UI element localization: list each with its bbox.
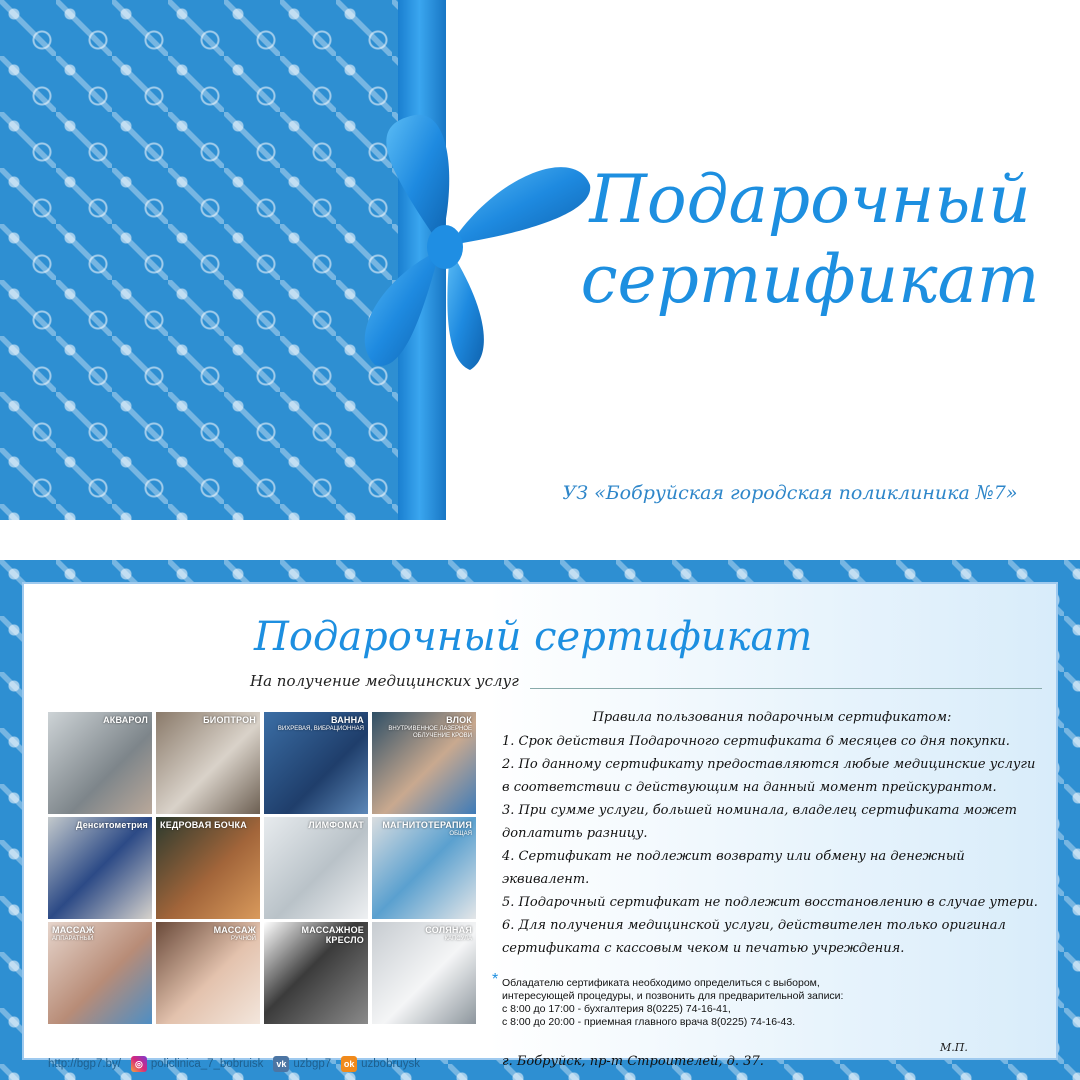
service-sublabel: РУЧНОЙ [231,936,256,942]
service-tile [264,817,368,919]
certificate-back [0,560,1080,1080]
rule-line: доплатить разницу. [502,826,648,841]
contacts-footer [48,1056,420,1072]
service-tile [48,817,152,919]
back-title: Подарочный сертификат [254,614,813,660]
service-tile [264,712,368,814]
rule-line: 4. Сертификат не подлежит возврату или обмену на денежный [502,849,965,864]
vk-link[interactable] [273,1056,331,1072]
note-line: интересующей процедуры, и позвонить для предварительной записи: [502,990,844,1002]
service-tile [372,922,476,1024]
service-label: АКВАРОЛ [103,715,148,725]
clinic-address: г. Бобруйск, пр-т Строителей, д. 37. [502,1054,764,1069]
service-tile [372,817,476,919]
rule-line: 6. Для получения медицинской услуги, действителен только оригинал [502,918,1006,933]
service-tile [48,712,152,814]
website-link[interactable]: http://bgp7.by/ [48,1058,121,1070]
ribbon-bow-icon [345,105,595,375]
ok-link[interactable] [341,1056,420,1072]
service-tile [156,817,260,919]
service-label: КЕДРОВАЯ БОЧКА [160,820,247,830]
rule-line: 3. При сумме услуги, большей номинала, владелец сертификата может [502,803,1017,818]
rule-line: в соответствии с действующим на данный момент прейскурантом. [502,780,997,795]
service-sublabel: АППАРАТНЫЙ [52,936,94,942]
service-label: МАССАЖ [213,925,256,935]
service-tile [372,712,476,814]
booking-note [492,971,1012,1029]
service-label: Денситометрия [75,820,148,830]
front-title [560,160,1060,320]
rule-line: эквивалент. [502,872,590,887]
certificate-back-panel [22,582,1058,1070]
odnoklassniki-icon: ok [341,1056,357,1072]
vk-handle: uzbgp7 [293,1058,332,1070]
note-line: Обладателю сертификата необходимо определиться с выбором, [502,977,820,989]
rule-line: сертификата с кассовым чеком и печатью учреждения. [502,941,905,956]
subtitle-divider [530,688,1042,689]
note-line: с 8:00 до 17:00 - бухгалтерия 8(0225) 74-16-41, [502,1003,731,1015]
rule-line: 5. Подарочный сертификат не подлежит восстановлению в случае утери. [502,895,1038,910]
service-sublabel: ВНУТРИВЕННОЕ ЛАЗЕРНОЕ ОБЛУЧЕНИЕ КРОВИ [388,726,472,739]
service-label: БИОПТРОН [203,715,256,725]
service-sublabel: ОБЩАЯ [449,831,472,837]
service-label: ВЛОК [446,715,472,725]
service-tile [48,922,152,1024]
instagram-link[interactable] [131,1056,264,1072]
instagram-icon: ◎ [131,1056,147,1072]
rule-line: 2. По данному сертификату предоставляются любые медицинские услуги [502,757,1036,772]
rules-section [502,706,1042,960]
service-tile [156,922,260,1024]
rules-title: Правила пользования подарочным сертификатом: [592,710,952,725]
instagram-handle: policlinica_7_bobruisk [150,1058,264,1070]
clinic-name: УЗ «Бобруйская городская поликлиника №7» [562,482,1018,504]
rule-line: 1. Срок действия Подарочного сертификата 6 месяцев со дня покупки. [502,734,1010,749]
service-label: МАГНИТОТЕРАПИЯ [382,820,472,830]
service-label: СОЛЯНАЯ [425,925,472,935]
ok-handle: uzbobruysk [361,1058,420,1070]
service-label: МАССАЖ [52,925,95,935]
services-grid [48,712,476,1024]
service-label: ЛИМФОМАТ [308,820,364,830]
service-label: ВАННА [330,715,364,725]
service-tile [264,922,368,1024]
service-label: МАССАЖНОЕ КРЕСЛО [301,925,364,945]
service-tile [156,712,260,814]
back-subtitle: На получение медицинских услуг [250,672,519,690]
certificate-front [0,0,1080,520]
service-sublabel: ВИХРЕВАЯ, ВИБРАЦИОННАЯ [277,726,364,732]
service-sublabel: КАПСУЛА [444,936,472,942]
front-title-line2: сертификат [580,241,1040,318]
stamp-placeholder: М.П. [940,1041,968,1054]
vk-icon: vk [273,1056,289,1072]
note-line: с 8:00 до 20:00 - приемная главного врача 8(0225) 74-16-43. [502,1016,796,1028]
front-title-line1: Подарочный [589,161,1031,238]
note-asterisk: * [492,971,499,988]
